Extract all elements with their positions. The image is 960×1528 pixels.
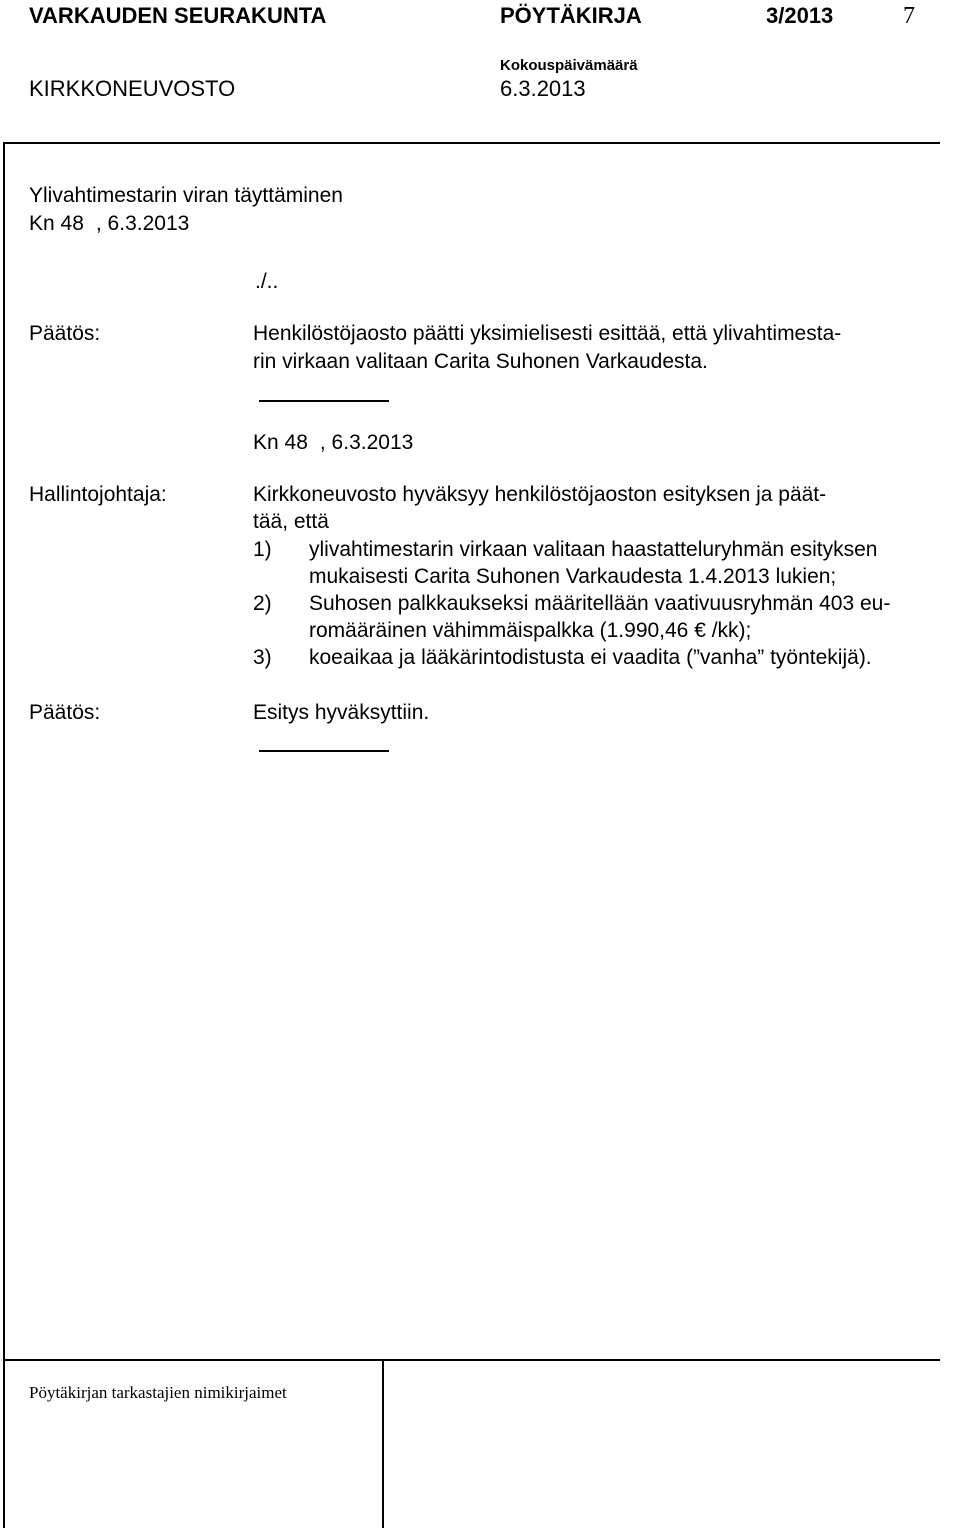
point-text-line: romääräinen vähimmäispalkka (1.990,46 € /kk); — [309, 619, 752, 642]
frame-top-rule — [3, 142, 940, 144]
decision-label: Päätös: — [29, 701, 101, 724]
point-text-line: koeaikaa ja lääkärintodistusta ei vaadita (”vanha” työntekijä). — [309, 646, 872, 669]
proposal-intro-line-1: Kirkkoneuvosto hyväksyy henkilöstöjaoston esityksen ja päät- — [253, 483, 827, 506]
section-title: Ylivahtimestarin viran täyttäminen — [29, 184, 343, 207]
frame-left-rule — [3, 142, 5, 1528]
point-number: 1) — [253, 538, 272, 561]
signature-label: Pöytäkirjan tarkastajien nimikirjaimet — [29, 1383, 287, 1402]
point-text-line: ylivahtimestarin virkaan valitaan haastatteluryhmän esityksen — [309, 538, 878, 561]
document-number: 3/2013 — [766, 3, 834, 28]
point-text-line: Suhosen palkkaukseksi määritellään vaativuusryhmän 403 eu- — [309, 592, 891, 615]
point-number: 3) — [253, 646, 272, 669]
document-type: PÖYTÄKIRJA — [500, 3, 642, 28]
continuation-mark: ./.. — [255, 270, 279, 293]
point-text-line: mukaisesti Carita Suhonen Varkaudesta 1.4.2013 lukien; — [309, 565, 837, 588]
item-reference: Kn 48 , 6.3.2013 — [253, 431, 414, 454]
prior-decision-label: Päätös: — [29, 322, 101, 345]
decision-text: Esitys hyväksyttiin. — [253, 701, 430, 724]
section-reference: Kn 48 , 6.3.2013 — [29, 212, 190, 235]
page-number: 7 — [903, 3, 915, 29]
point-number: 2) — [253, 592, 272, 615]
prior-decision-line-1: Henkilöstöjaosto päätti yksimielisesti esittää, että ylivahtimesta- — [253, 322, 842, 345]
meeting-date: 6.3.2013 — [500, 76, 586, 101]
frame-bottom-rule — [3, 1359, 940, 1361]
proposer-label: Hallintojohtaja: — [29, 483, 167, 506]
proposal-intro-line-2: tää, että — [253, 510, 329, 533]
prior-decision-line-2: rin virkaan valitaan Carita Suhonen Varkaudesta. — [253, 350, 708, 373]
separator-rule — [259, 400, 389, 402]
meeting-date-label: Kokouspäivämäärä — [500, 57, 638, 74]
footer-divider — [382, 1360, 384, 1528]
body-name: KIRKKONEUVOSTO — [29, 76, 236, 101]
separator-rule — [259, 750, 389, 752]
organization-name: VARKAUDEN SEURAKUNTA — [29, 3, 327, 28]
